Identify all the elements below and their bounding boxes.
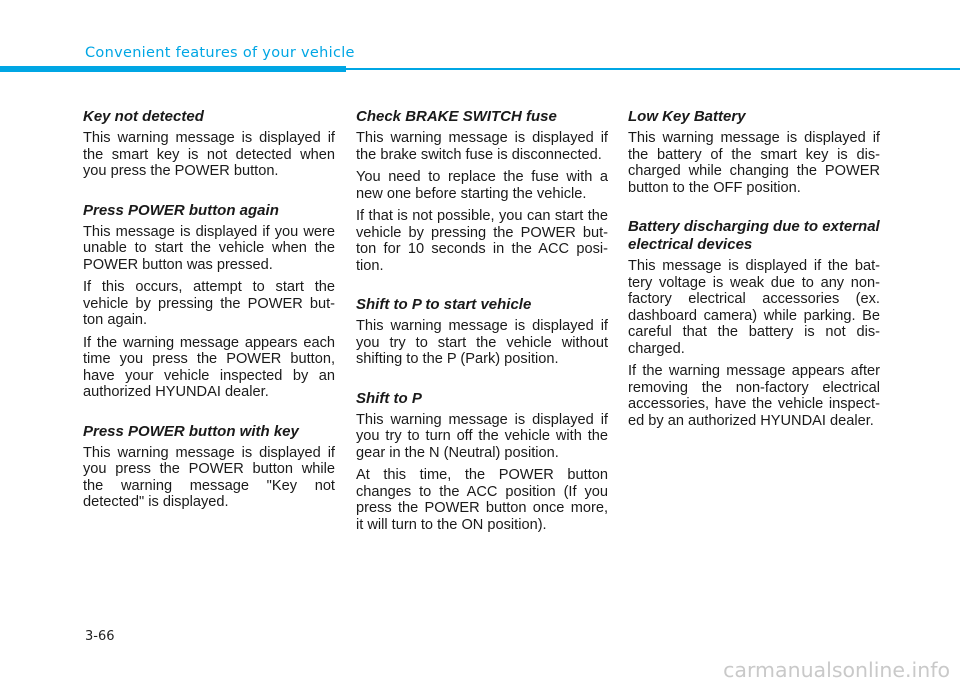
section-heading: Shift to P to start vehicle [356, 296, 532, 313]
section-heading: Press POWER button with key [83, 422, 299, 440]
section-shift-to-p-to-start [356, 296, 608, 368]
section-paragraph: This message is displayed if the battery voltage is weak due to any non-factory electrical accessories (ex. dashboard camera) while parking. Be careful that the battery is not discharged. [628, 258, 880, 357]
page-number: 3-66 [85, 629, 115, 644]
column-1 [83, 108, 335, 533]
section-paragraph: If this occurs, attempt to start the vehicle by pressing the POWER button again. [83, 279, 335, 328]
column-2 [356, 108, 608, 555]
section-paragraph: If the warning message appears each time you press the POWER button, have your vehicle inspected by an authorized HYUNDAI dealer. [83, 334, 335, 400]
section-paragraph: This warning message is displayed if you try to start the vehicle without shifting to the P (Park) position. [356, 318, 608, 367]
section-heading: Check BRAKE SWITCH fuse [356, 108, 557, 125]
section-paragraph: At this time, the POWER button changes to the ACC position (If you press the POWER button once more, it will turn to the ON position). [356, 467, 608, 533]
header-accent-bar [0, 66, 346, 72]
section-paragraph: This warning message is displayed if the smart key is not detected when you press the POWER button. [83, 130, 335, 179]
section-shift-to-p [356, 390, 608, 534]
section-press-power-button-again [83, 202, 335, 401]
section-press-power-button-with-key [83, 423, 335, 511]
section-paragraph: This message is displayed if you were unable to start the vehicle when the POWER button was pressed. [83, 223, 335, 273]
section-paragraph: If that is not possible, you can start the vehicle by pressing the POWER button for 10 seconds in the ACC position. [356, 208, 608, 274]
section-key-not-detected [83, 108, 335, 180]
section-heading: Shift to P [356, 389, 422, 407]
column-3 [628, 108, 880, 451]
section-paragraph: If the warning message appears after removing the non-factory electrical accessories, have the vehicle inspected by an authorized HYUNDAI dealer. [628, 363, 880, 429]
section-check-brake-switch-fuse [356, 108, 608, 274]
section-low-key-battery [628, 108, 880, 196]
section-heading: Low Key Battery [628, 108, 746, 125]
section-paragraph: This warning message is displayed if the battery of the smart key is discharged while changing the POWER button to the OFF position. [628, 130, 880, 196]
section-paragraph: This warning message is displayed if you try to turn off the vehicle with the gear in the N (Neutral) position. [356, 411, 608, 461]
header-rule [346, 68, 960, 70]
section-heading: Press POWER button again [83, 201, 279, 219]
section-paragraph: You need to replace the fuse with a new one before starting the vehicle. [356, 169, 608, 202]
watermark-text[interactable]: carmanualsonline.info [723, 658, 950, 682]
section-battery-discharging [628, 218, 880, 429]
section-heading: Key not detected [83, 108, 204, 125]
section-title: Convenient features of your vehicle [85, 45, 355, 61]
section-heading: Battery discharging due to external electrical devices [628, 218, 880, 253]
section-paragraph: This warning message is displayed if the brake switch fuse is disconnected. [356, 130, 608, 163]
section-paragraph: This warning message is displayed if you press the POWER button while the warning message "Key not detected" is displayed. [83, 444, 335, 510]
